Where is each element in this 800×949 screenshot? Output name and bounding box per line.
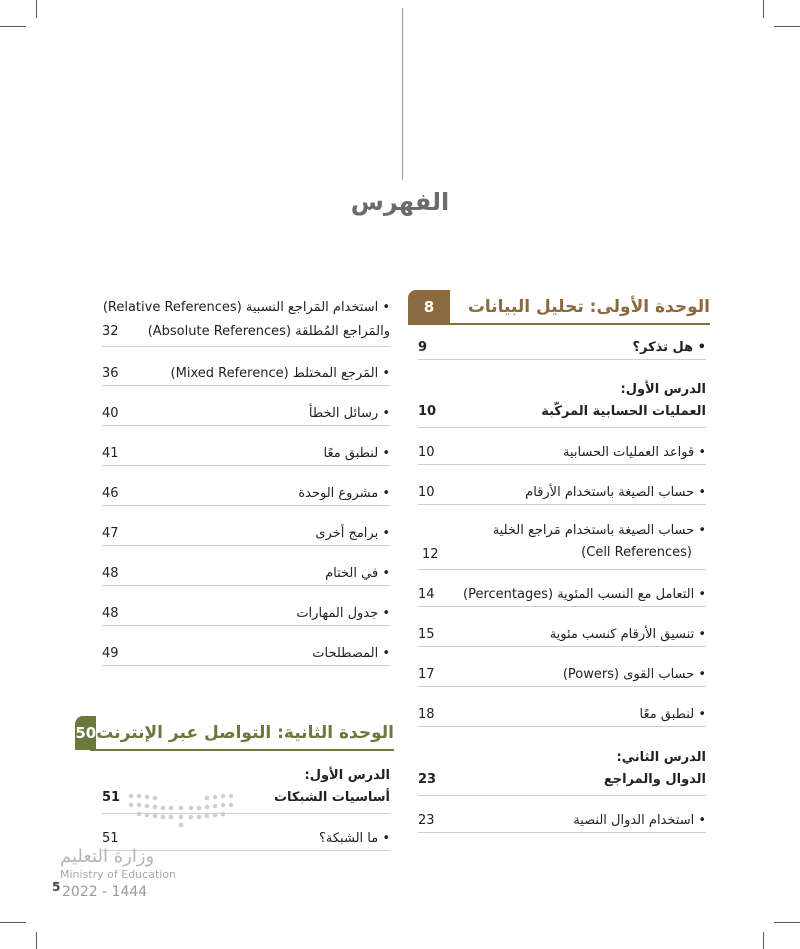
toc-entry: • التعامل مع النسب المئوية (Percentages) 14: [418, 585, 706, 607]
toc-entry: • ما الشبكة؟ 51: [102, 829, 390, 851]
crop-mark: [774, 26, 800, 27]
toc-entry: • لنطبق معًا 18: [418, 705, 706, 727]
toc-entry: • حساب الصيغة باستخدام مَراجع الخلية (Cell References) 12: [418, 521, 706, 569]
toc-entry: • استخدام المَراجع النسبية (Relative References) والمَراجع المُطلقة (Absolute References) 32: [102, 298, 390, 346]
unit1-page-badge: 8: [408, 290, 450, 324]
page-number: 5: [52, 880, 61, 894]
toc-entry: • استخدام الدوال النصية 23: [418, 811, 706, 833]
crop-mark: [36, 932, 37, 949]
page-title: الفهرس: [350, 188, 450, 216]
crop-mark: [0, 26, 26, 27]
toc-entry: • مشروع الوحدة 46: [102, 484, 390, 506]
toc-entry: • حساب القوى (Powers) 17: [418, 665, 706, 687]
ministry-dots-logo: [125, 790, 245, 830]
ministry-name-arabic: وزارة التعليم: [60, 846, 155, 867]
unit2-title: الوحدة الثانية: التواصل عبر الإنترنت: [96, 723, 394, 743]
crop-mark: [0, 922, 26, 923]
toc-entry: • المصطلحات 49: [102, 644, 390, 666]
unit1-title: الوحدة الأولى: تحليل البيانات: [467, 297, 710, 317]
toc-entry: • المَرجع المختلط (Mixed Reference) 36: [102, 364, 390, 386]
crop-mark: [763, 0, 764, 18]
toc-entry: • تنسيق الأرقام كنسب مئوية 15: [418, 625, 706, 647]
ministry-name-english: Ministry of Education: [60, 868, 177, 881]
crop-mark: [774, 922, 800, 923]
toc-entry: • لنطبق معًا 41: [102, 444, 390, 466]
toc-entry: • رسائل الخطأ 40: [102, 404, 390, 426]
toc-entry: • هل تذكر؟ 9: [418, 338, 706, 360]
unit1-header: [408, 290, 710, 324]
edition-year: 2022 - 1444: [62, 884, 148, 900]
unit2-header: [75, 716, 394, 750]
toc-entry: • في الختام 48: [102, 564, 390, 586]
toc-entry-lesson: الدرس الأول: أساسيات الشبكات 51: [102, 766, 390, 814]
unit2-underline: [90, 749, 394, 751]
unit1-underline: [408, 323, 710, 325]
toc-entry: • برامج أخرى 47: [102, 524, 390, 546]
toc-entry-lesson: الدرس الثاني: الدوال والمراجع 23: [418, 748, 706, 796]
toc-entry: • قواعد العمليات الحسابية 10: [418, 443, 706, 465]
toc-entry: • حساب الصيغة باستخدام الأرقام 10: [418, 483, 706, 505]
crop-mark: [36, 0, 37, 18]
toc-entry: • جدول المهارات 48: [102, 604, 390, 626]
title-vertical-rule: [402, 8, 403, 180]
unit2-page-badge: 50: [75, 716, 96, 750]
toc-entry-lesson: الدرس الأول: العمليات الحسابية المركّبة 10: [418, 380, 706, 428]
crop-mark: [763, 932, 764, 949]
